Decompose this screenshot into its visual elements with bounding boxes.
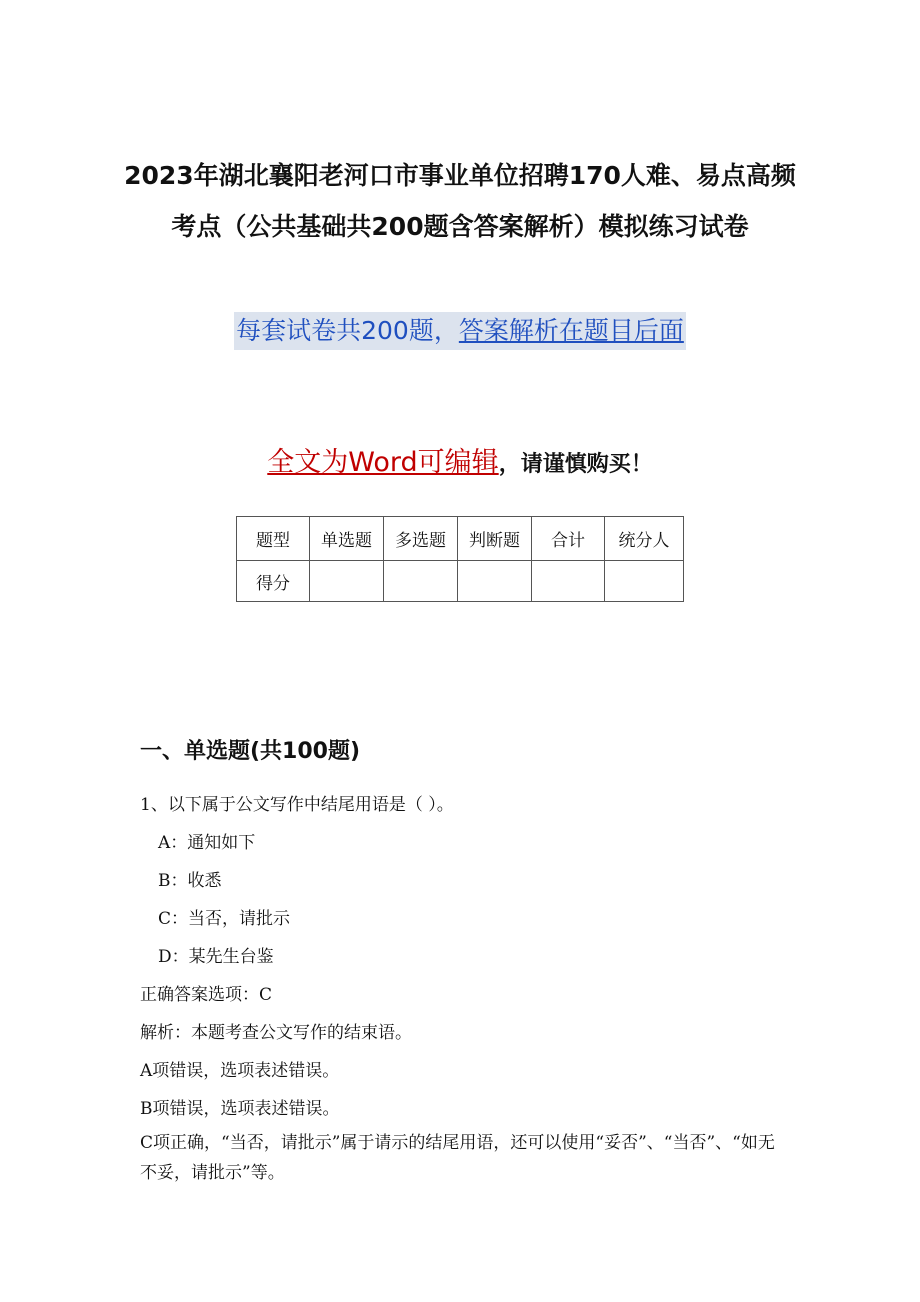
purchase-warning: ，请谨慎购买！ (498, 452, 653, 477)
option-b: B：收悉 (158, 871, 222, 891)
banner-link[interactable]: 答案解析在题目后面 (458, 316, 684, 345)
analysis-note-c: C项正确，“当否，请批示”属于请示的结尾用语，还可以使用“妥否”、“当否”、“如无不妥，请批示”等。 (140, 1133, 775, 1183)
score-row (237, 561, 684, 602)
analysis-note-a: A项错误，选项表述错误。 (140, 1061, 340, 1081)
header-cell-multi: 多选题 (384, 517, 458, 561)
question-stem: 1、以下属于公文写作中结尾用语是（ ）。 (140, 795, 454, 815)
title-line-2: 考点（公共基础共200题含答案解析）模拟练习试卷 (171, 212, 749, 241)
score-cell (384, 561, 458, 602)
header-cell-judge: 判断题 (458, 517, 532, 561)
score-cell (310, 561, 384, 602)
option-a: A：通知如下 (158, 833, 256, 853)
score-row-label: 得分 (237, 561, 310, 602)
header-cell-total: 合计 (532, 517, 605, 561)
score-header-row (237, 517, 684, 561)
option-d: D：某先生台鉴 (158, 947, 274, 967)
title-line-1: 2023年湖北襄阳老河口市事业单位招聘170人难、易点高频 (124, 161, 796, 190)
editable-notice (0, 440, 920, 479)
header-cell-single: 单选题 (310, 517, 384, 561)
header-cell-type: 题型 (237, 517, 310, 561)
correct-answer: 正确答案选项：C (140, 985, 273, 1005)
banner-row (0, 312, 920, 350)
score-cell (458, 561, 532, 602)
document-title (0, 150, 920, 252)
score-table (236, 516, 684, 602)
promo-banner (234, 312, 686, 350)
score-cell (605, 561, 684, 602)
option-c: C：当否，请批示 (158, 909, 291, 929)
section-heading: 一、单选题(共100题) (140, 739, 361, 764)
banner-text: 每套试卷共200题， (236, 316, 459, 345)
word-editable-link[interactable]: 全文为Word可编辑 (267, 447, 499, 478)
analysis-text: 解析：本题考查公文写作的结束语。 (140, 1023, 412, 1043)
score-cell (532, 561, 605, 602)
analysis-note-b: B项错误，选项表述错误。 (140, 1099, 340, 1119)
header-cell-scorer: 统分人 (605, 517, 684, 561)
